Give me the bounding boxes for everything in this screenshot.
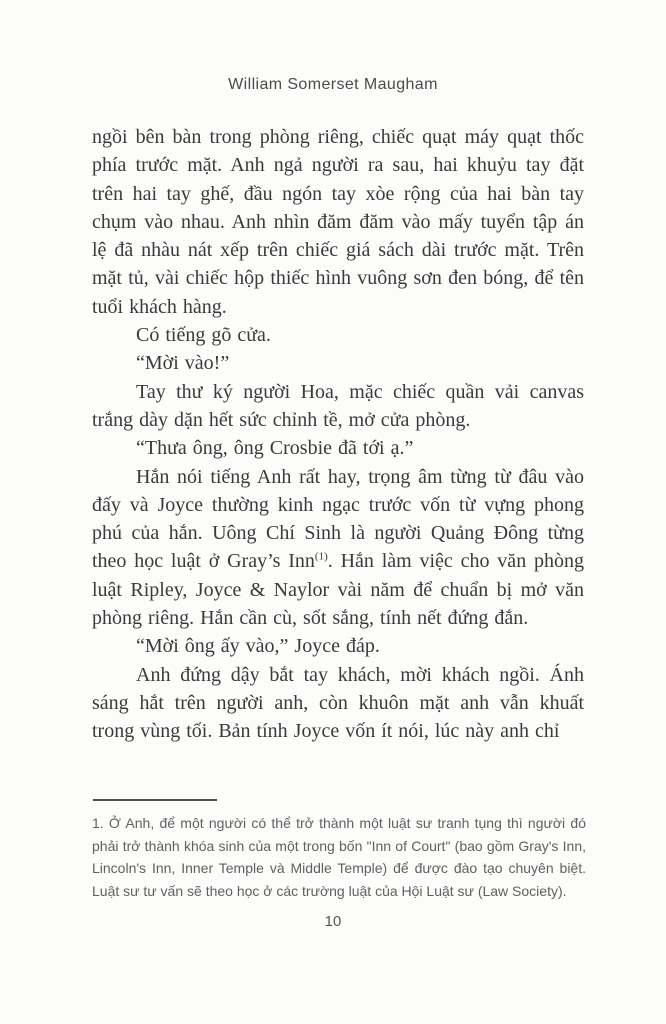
footnote-text: 1. Ở Anh, để một người có thể trở thành một luật sư tranh tụng thì người đó phải trở thành khóa sinh của một trong bốn "Inn of Court" (bao gồm Gray's Inn, Lincoln's Inn, Inner Temple và Middle Temple) để được đào tạo chuyên biệt. Luật sư tư vấn sẽ theo học ở các trường luật của Hội Luật sư (Law Society). xyxy=(92,815,586,899)
body-paragraph: Có tiếng gõ cửa. xyxy=(136,324,271,347)
footnote-divider xyxy=(93,799,217,801)
body-paragraph: Tay thư ký người Hoa, mặc chiếc quần vải canvas trắng dày dặn hết sức chỉnh tề, mở cửa phòng. xyxy=(92,380,584,431)
body-paragraph: Anh đứng dậy bắt tay khách, mời khách ngồi. Ánh sáng hắt trên người anh, còn khuôn mặt anh vẫn khuất trong vùng tối. Bản tính Joyce vốn ít nói, lúc này anh chỉ xyxy=(92,663,584,743)
body-paragraph xyxy=(92,463,584,633)
paragraph-segment: . Hắn làm việc cho văn phòng luật Ripley, Joyce & Naylor vài năm để chuẩn bị mở văn phòng riêng. Hắn cần cù, sốt sắng, tính nết đứng đắn. xyxy=(92,550,584,630)
body-paragraph: “Thưa ông, ông Crosbie đã tới ạ.” xyxy=(136,437,414,460)
footnote-reference: (1) xyxy=(314,550,328,563)
body-text-block xyxy=(92,123,584,746)
page-number: 10 xyxy=(324,913,342,930)
body-paragraph: ngồi bên bàn trong phòng riêng, chiếc quạt máy quạt thốc phía trước mặt. Anh ngả người ra sau, hai khuỷu tay đặt trên hai tay ghế, đầu ngón tay xòe rộng của hai bàn tay chụm vào nhau. Anh nhìn đăm đăm vào mấy tuyển tập án lệ đã nhàu nát xếp trên chiếc giá sách dài trước mặt. Trên mặt tủ, vài chiếc hộp thiếc hình vuông sơn đen bóng, để tên tuổi khách hàng. xyxy=(92,126,584,318)
body-paragraph: “Mời vào!” xyxy=(136,352,230,375)
running-header: William Somerset Maugham xyxy=(228,76,438,93)
body-paragraph: “Mời ông ấy vào,” Joyce đáp. xyxy=(136,635,380,658)
paragraph-segment: Hắn nói tiếng Anh rất hay, trọng âm từng từ đâu vào đấy và Joyce thường kinh ngạc trước vốn từ vựng phong phú của hắn. Uông Chí Sinh là người Quảng Đông từng theo học luật ở Gray’s Inn xyxy=(92,465,584,573)
